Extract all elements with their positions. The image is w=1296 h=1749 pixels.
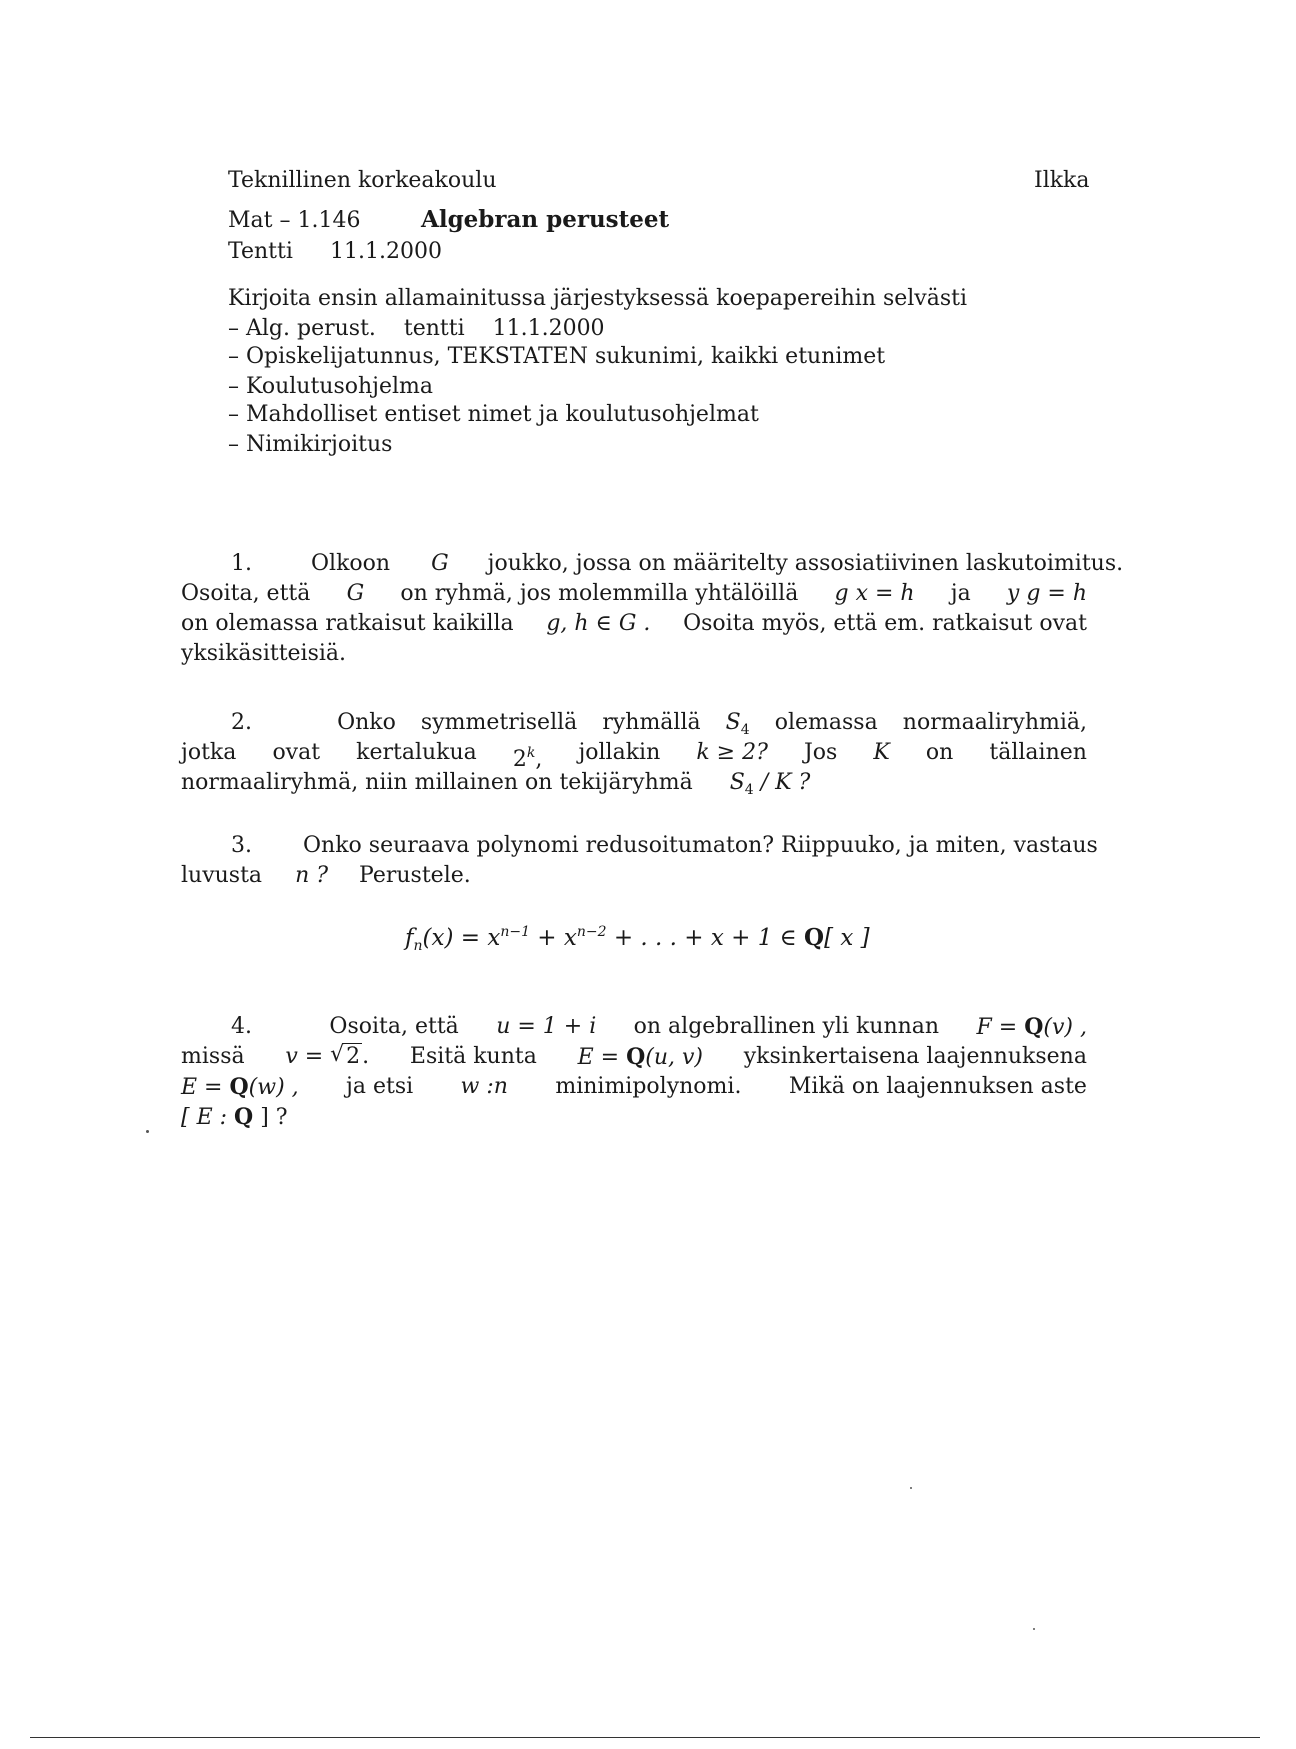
problem-4: [181, 1012, 1087, 1132]
course-title: Algebran perusteet: [421, 206, 670, 233]
formula-part: ] ?: [253, 1105, 288, 1130]
formula-part: [ E :: [181, 1105, 235, 1130]
problem-1-line-2: [181, 579, 1087, 609]
rationals-symbol: Q: [1024, 1014, 1044, 1040]
polynomial-formula: [405, 917, 870, 961]
math-expression: g, h ∈ G .: [546, 611, 651, 636]
problem-4-line-3: [181, 1072, 1087, 1102]
text: kertalukua: [356, 740, 477, 765]
exam-date: 11.1.2000: [330, 239, 442, 264]
symbol: S: [725, 710, 741, 735]
formula-part: [ x ]: [824, 925, 870, 951]
text: normaaliryhmä, niin millainen on tekijäryhmä: [181, 770, 693, 795]
exponent: k: [526, 745, 536, 761]
math-symbol: K: [873, 740, 890, 765]
math-equation: g x = h: [834, 581, 915, 606]
formula-part: + x: [530, 925, 577, 951]
text: ryhmällä: [602, 710, 701, 735]
formula-part: .: [362, 1044, 370, 1069]
text: joukko, jossa on määritelty assosiatiivinen laskutoimitus.: [487, 551, 1124, 576]
rationals-symbol: Q: [626, 1044, 646, 1070]
problem-2-line-3: [181, 768, 1087, 798]
instructions-intro: Kirjoita ensin allamainitussa järjestyksessä koepapereihin selvästi: [228, 286, 968, 311]
text: Osoita, että: [181, 581, 311, 606]
math-sqrt: [285, 1042, 369, 1072]
comma: ,: [535, 747, 543, 772]
formula-part: (x) = x: [422, 925, 501, 951]
text: jollakin: [578, 740, 661, 765]
text: Osoita myös, että em. ratkaisut ovat: [683, 611, 1087, 636]
text: Onko seuraava polynomi redusoitumaton? Riippuuko, ja miten, vastaus: [303, 833, 1098, 858]
problem-1-line-4: yksikäsitteisiä.: [181, 641, 347, 666]
exponent: n−2: [576, 924, 607, 940]
problem-4-line-4: [181, 1102, 1087, 1132]
problem-1-line-3: [181, 609, 1087, 639]
problem-3: [181, 831, 1098, 891]
text: ovat: [272, 740, 321, 765]
text: yksinkertaisena laajennuksena: [743, 1044, 1087, 1069]
rationals-symbol: Q: [229, 1074, 249, 1100]
problem-3-line-1: [181, 831, 1098, 861]
text: Jos: [803, 740, 838, 765]
text: Osoita, että: [329, 1014, 459, 1039]
formula-part: (u, v): [645, 1045, 703, 1070]
text: on ryhmä, jos molemmilla yhtälöillä: [400, 581, 799, 606]
problem-2-line-2: [181, 738, 1087, 772]
text: on olemassa ratkaisut kaikilla: [181, 611, 514, 636]
text: ja: [950, 581, 971, 606]
symbol: / K ?: [760, 770, 811, 795]
problem-3-line-2: [181, 861, 1087, 891]
problem-4-line-1: [181, 1012, 1087, 1042]
sqrt-symbol: [330, 1042, 362, 1072]
course-code: Mat – 1.146: [228, 208, 361, 233]
text: missä: [181, 1044, 245, 1069]
math-equation: u = 1 + i: [496, 1014, 597, 1039]
formula-part: (w) ,: [248, 1075, 299, 1100]
problem-number: 1.: [231, 551, 252, 576]
math-field: [977, 1012, 1087, 1042]
math-power: [512, 738, 543, 772]
formula-part: (v) ,: [1043, 1015, 1087, 1040]
instruction-item: – Opiskelijatunnus, TEKSTATEN sukunimi, kaikki etunimet: [228, 344, 886, 369]
text: Perustele.: [359, 863, 471, 888]
math-field: [181, 1072, 299, 1102]
text: normaaliryhmiä,: [902, 710, 1087, 735]
text: jotka: [181, 740, 237, 765]
formula-part: + . . . + x + 1 ∈: [606, 925, 805, 951]
subscript: n: [413, 938, 423, 954]
math-quotient: [700, 770, 811, 798]
math-symbol: G: [346, 581, 365, 606]
text: olemassa: [774, 710, 878, 735]
rationals-symbol: Q: [234, 1104, 254, 1130]
math-symbol: w :n: [460, 1074, 508, 1099]
exam-label: Tentti: [228, 239, 293, 264]
instruction-item: – Nimikirjoitus: [228, 432, 393, 457]
formula-part: F =: [976, 1015, 1025, 1040]
rationals-symbol: Q: [804, 924, 825, 951]
page-bottom-rule: [30, 1737, 1260, 1738]
text: symmetrisellä: [420, 710, 578, 735]
formula-part: E =: [181, 1075, 230, 1100]
problem-2: [181, 708, 1087, 798]
exponent: n−1: [500, 924, 530, 940]
text: on algebrallinen yli kunnan: [633, 1014, 940, 1039]
text: on: [925, 740, 954, 765]
function-name: f: [405, 925, 414, 951]
problem-number: 2.: [231, 710, 252, 735]
author-name: Ilkka: [1034, 168, 1090, 193]
text: Onko: [337, 710, 396, 735]
problem-1: [181, 549, 1124, 669]
instruction-item: – Alg. perust. tentti 11.1.2000: [228, 316, 605, 341]
math-inequality: k ≥ 2?: [696, 740, 768, 765]
institution: Teknillinen korkeakoulu: [228, 168, 497, 193]
problem-number: 3.: [231, 833, 252, 858]
text: minimipolynomi.: [555, 1074, 742, 1099]
text: tällainen: [989, 740, 1087, 765]
text: Olkoon: [311, 551, 391, 576]
subscript: 4: [744, 782, 754, 798]
text: Mikä on laajennuksen aste: [788, 1074, 1087, 1099]
math-symbol: [726, 708, 750, 738]
problem-number: 4.: [231, 1014, 252, 1039]
math-symbol: n ?: [295, 863, 329, 888]
problem-4-line-2: [181, 1042, 1087, 1072]
base: 2: [512, 747, 527, 772]
problem-1-line-1: [181, 549, 1124, 579]
text: Esitä kunta: [409, 1044, 537, 1069]
formula-part: v =: [285, 1044, 331, 1069]
text: ja etsi: [346, 1074, 414, 1099]
radicand: 2: [346, 1044, 361, 1069]
math-field: [578, 1042, 703, 1072]
instruction-item: – Koulutusohjelma: [228, 374, 434, 399]
scan-speck: [910, 1487, 912, 1489]
math-symbol: G: [431, 551, 449, 576]
math-equation: y g = h: [1006, 581, 1087, 606]
subscript: 4: [740, 722, 750, 738]
instruction-item: – Mahdolliset entiset nimet ja koulutusohjelmat: [228, 402, 759, 427]
symbol: S: [729, 770, 745, 795]
problem-2-line-1: [181, 708, 1087, 738]
scan-speck: [1033, 1628, 1035, 1630]
formula-part: E =: [577, 1045, 627, 1070]
text: luvusta: [181, 863, 263, 888]
scan-speck: [146, 1130, 149, 1133]
